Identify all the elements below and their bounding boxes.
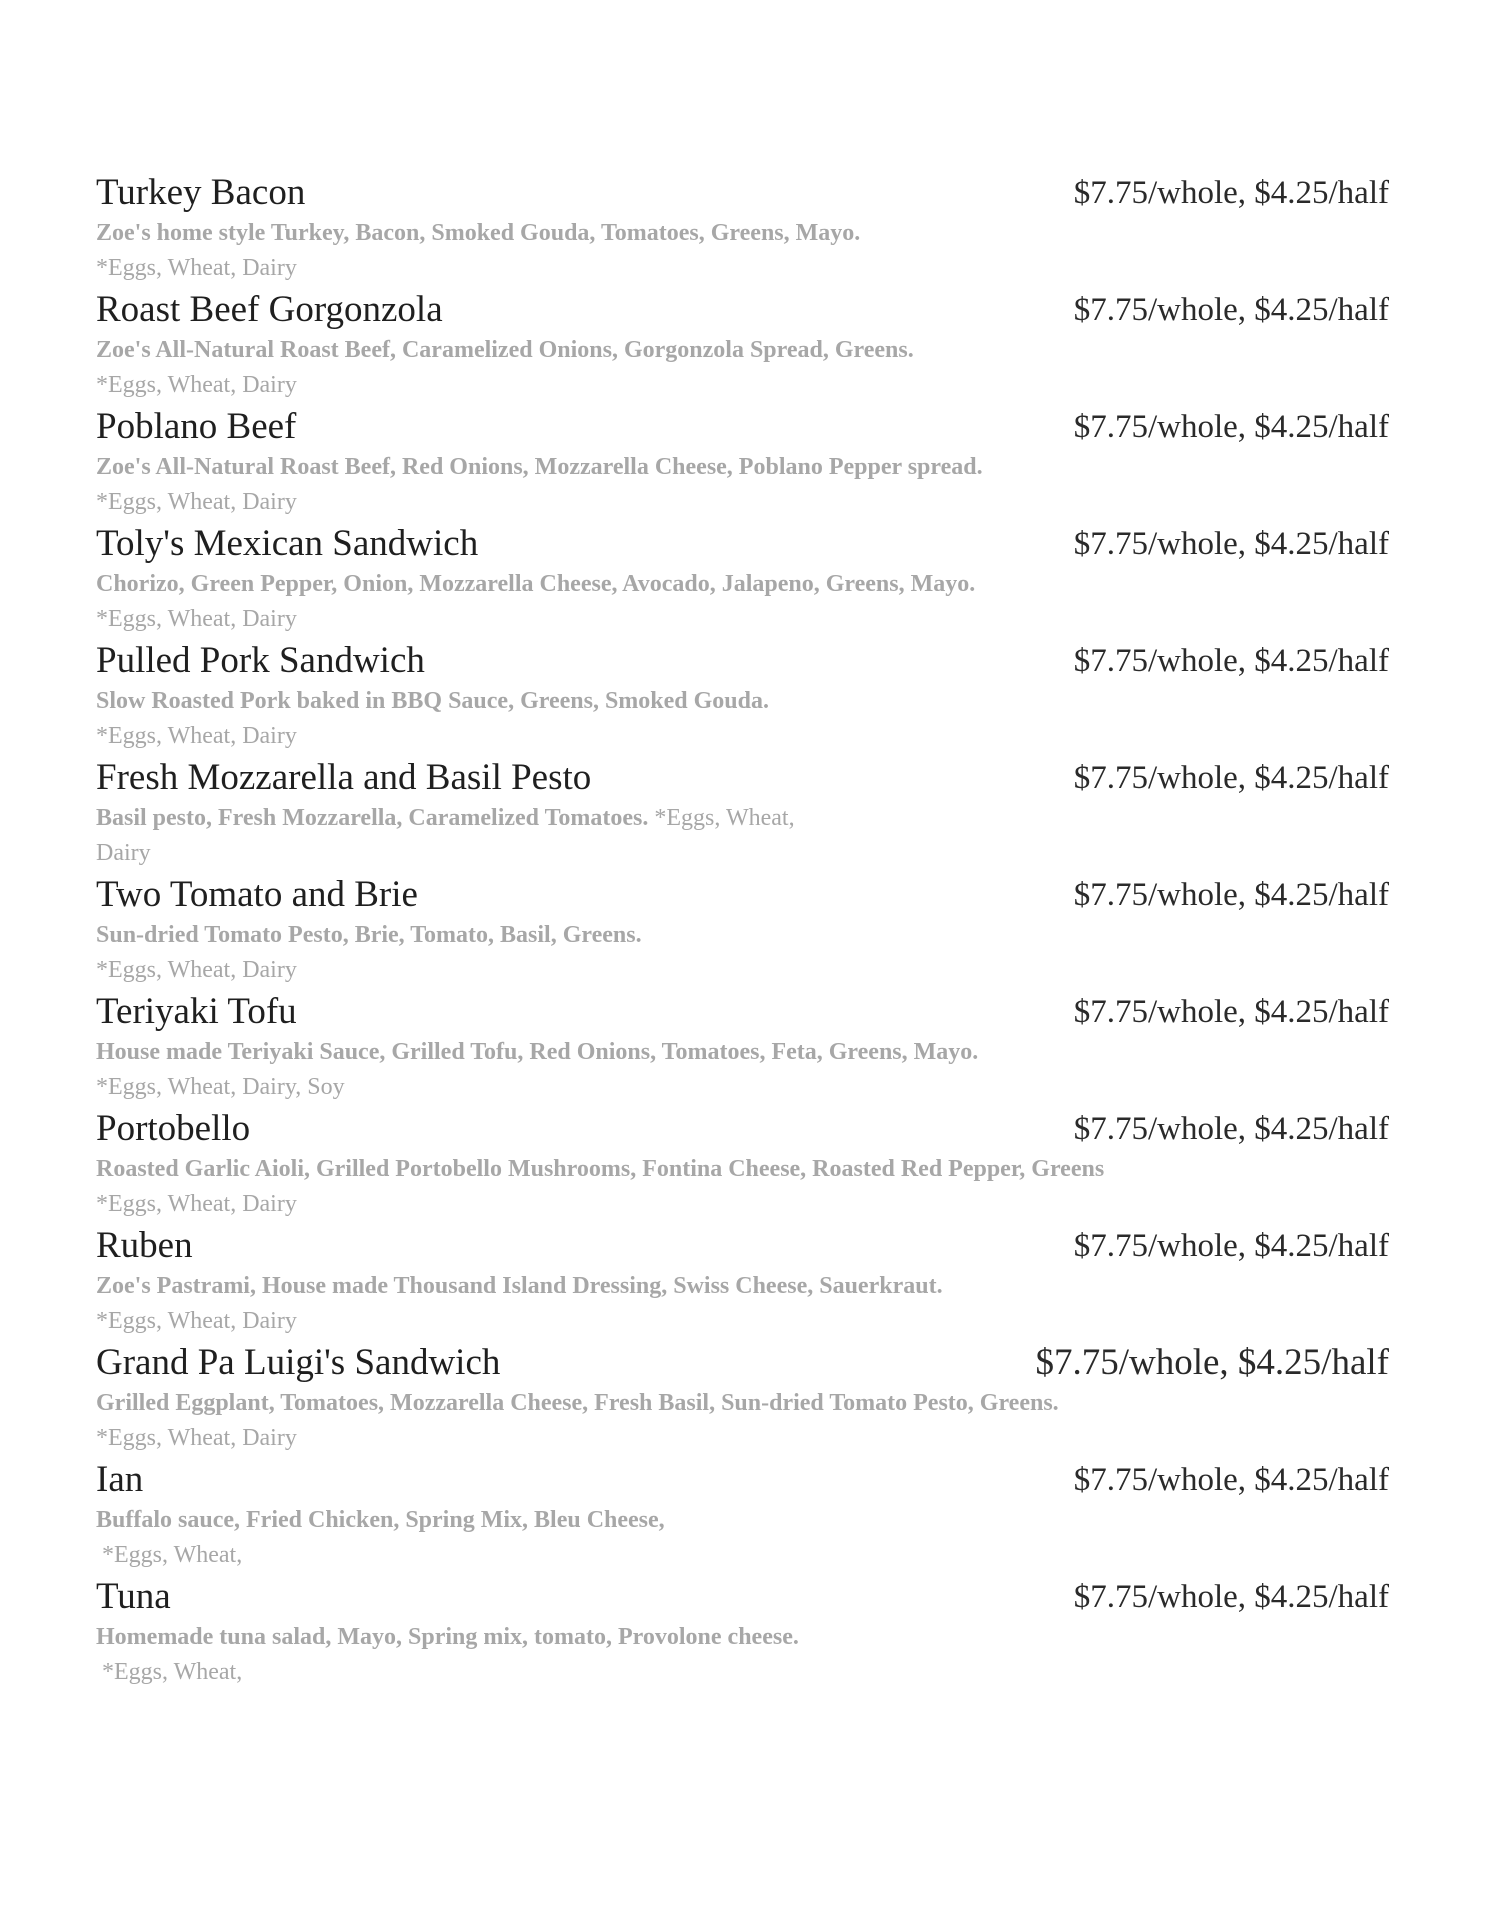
item-name: Turkey Bacon xyxy=(96,172,306,213)
item-description: Zoe's All-Natural Roast Beef, Red Onions, Mozzarella Cheese, Poblano Pepper spread. xyxy=(96,454,983,480)
menu-item-grand-pa-luigis-sandwich xyxy=(96,1340,1389,1457)
menu-item-teriyaki-tofu xyxy=(96,989,1389,1106)
item-name: Grand Pa Luigi's Sandwich xyxy=(96,1342,501,1383)
menu-item-ruben xyxy=(96,1223,1389,1340)
item-name: Teriyaki Tofu xyxy=(96,991,297,1032)
item-allergens: *Eggs, Wheat, Dairy xyxy=(96,372,297,398)
item-allergens: *Eggs, Wheat, Dairy xyxy=(96,489,297,515)
item-description: Basil pesto, Fresh Mozzarella, Caramelized Tomatoes. xyxy=(96,805,649,831)
item-name: Poblano Beef xyxy=(96,406,297,447)
menu-item-tuna xyxy=(96,1574,1389,1691)
sandwich-menu xyxy=(96,170,1389,1691)
menu-item-fresh-mozzarella-basil-pesto xyxy=(96,755,1389,872)
menu-item-turkey-bacon xyxy=(96,170,1389,287)
menu-item-ian xyxy=(96,1457,1389,1574)
item-price: $7.75/whole, $4.25/half xyxy=(1073,1228,1389,1264)
item-allergens: *Eggs, Wheat, Dairy xyxy=(96,1191,297,1217)
item-price: $7.75/whole, $4.25/half xyxy=(1035,1342,1389,1383)
item-name: Roast Beef Gorgonzola xyxy=(96,289,443,330)
item-price: $7.75/whole, $4.25/half xyxy=(1073,409,1389,445)
item-allergens: *Eggs, Wheat, Dairy xyxy=(96,1425,297,1451)
item-name: Pulled Pork Sandwich xyxy=(96,640,425,681)
item-description: Zoe's home style Turkey, Bacon, Smoked Gouda, Tomatoes, Greens, Mayo. xyxy=(96,220,861,246)
item-allergens: *Eggs, Wheat, Dairy xyxy=(96,805,795,866)
item-description-block xyxy=(96,801,816,871)
item-name: Two Tomato and Brie xyxy=(96,874,418,915)
item-price: $7.75/whole, $4.25/half xyxy=(1073,1111,1389,1147)
item-allergens: *Eggs, Wheat, Dairy xyxy=(96,606,297,632)
item-name: Ruben xyxy=(96,1225,193,1266)
item-description: Roasted Garlic Aioli, Grilled Portobello Mushrooms, Fontina Cheese, Roasted Red Pepper, Greens xyxy=(96,1156,1105,1182)
item-allergens: *Eggs, Wheat, xyxy=(102,1659,243,1685)
item-description: House made Teriyaki Sauce, Grilled Tofu, Red Onions, Tomatoes, Feta, Greens, Mayo. xyxy=(96,1039,979,1065)
item-price: $7.75/whole, $4.25/half xyxy=(1073,526,1389,562)
item-description: Zoe's Pastrami, House made Thousand Island Dressing, Swiss Cheese, Sauerkraut. xyxy=(96,1273,943,1299)
item-name: Fresh Mozzarella and Basil Pesto xyxy=(96,757,592,798)
item-description: Slow Roasted Pork baked in BBQ Sauce, Greens, Smoked Gouda. xyxy=(96,688,769,714)
item-name: Tuna xyxy=(96,1576,171,1617)
menu-item-pulled-pork-sandwich xyxy=(96,638,1389,755)
item-description: Zoe's All-Natural Roast Beef, Caramelized Onions, Gorgonzola Spread, Greens. xyxy=(96,337,914,363)
menu-item-tolys-mexican-sandwich xyxy=(96,521,1389,638)
item-price: $7.75/whole, $4.25/half xyxy=(1073,994,1389,1030)
item-allergens: *Eggs, Wheat, Dairy xyxy=(96,1308,297,1334)
item-allergens: *Eggs, Wheat, Dairy xyxy=(96,957,297,983)
item-allergens: *Eggs, Wheat, Dairy xyxy=(96,255,297,281)
item-price: $7.75/whole, $4.25/half xyxy=(1073,1579,1389,1615)
item-allergens: *Eggs, Wheat, Dairy xyxy=(96,723,297,749)
item-description: Grilled Eggplant, Tomatoes, Mozzarella Cheese, Fresh Basil, Sun-dried Tomato Pesto, Greens. xyxy=(96,1390,1059,1416)
item-price: $7.75/whole, $4.25/half xyxy=(1073,292,1389,328)
item-name: Portobello xyxy=(96,1108,251,1149)
item-allergens: *Eggs, Wheat, xyxy=(102,1542,243,1568)
item-description: Sun-dried Tomato Pesto, Brie, Tomato, Basil, Greens. xyxy=(96,922,642,948)
menu-item-two-tomato-and-brie xyxy=(96,872,1389,989)
item-name: Ian xyxy=(96,1459,144,1500)
item-price: $7.75/whole, $4.25/half xyxy=(1073,643,1389,679)
menu-item-poblano-beef xyxy=(96,404,1389,521)
menu-item-portobello xyxy=(96,1106,1389,1223)
item-allergens: *Eggs, Wheat, Dairy, Soy xyxy=(96,1074,345,1100)
menu-item-roast-beef-gorgonzola xyxy=(96,287,1389,404)
item-name: Toly's Mexican Sandwich xyxy=(96,523,479,564)
item-description: Homemade tuna salad, Mayo, Spring mix, tomato, Provolone cheese. xyxy=(96,1624,799,1650)
item-description: Buffalo sauce, Fried Chicken, Spring Mix, Bleu Cheese, xyxy=(96,1507,665,1533)
item-price: $7.75/whole, $4.25/half xyxy=(1073,760,1389,796)
item-description: Chorizo, Green Pepper, Onion, Mozzarella Cheese, Avocado, Jalapeno, Greens, Mayo. xyxy=(96,571,976,597)
item-price: $7.75/whole, $4.25/half xyxy=(1073,1462,1389,1498)
item-price: $7.75/whole, $4.25/half xyxy=(1073,175,1389,211)
item-price: $7.75/whole, $4.25/half xyxy=(1073,877,1389,913)
